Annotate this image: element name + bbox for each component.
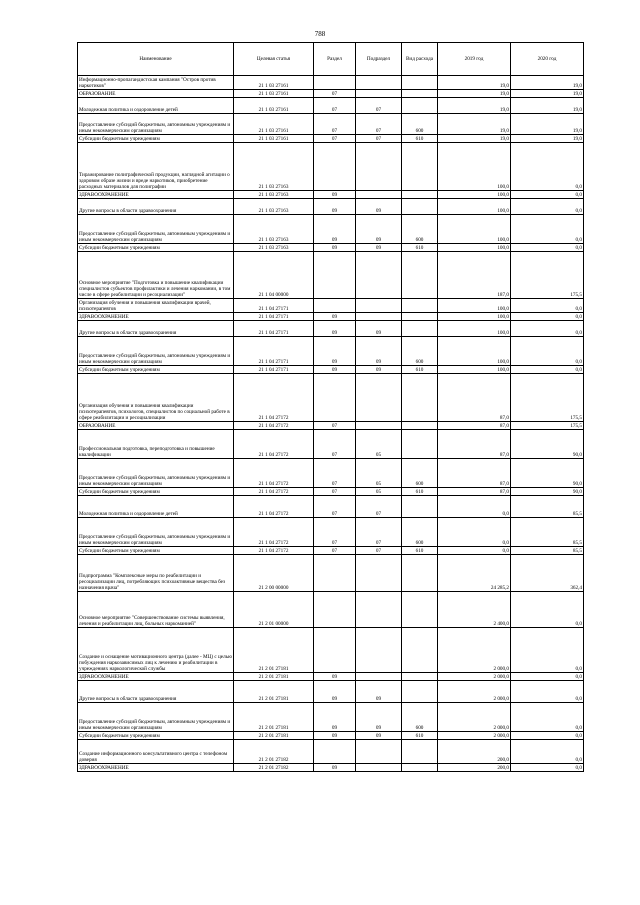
table-row [78, 488, 584, 496]
row-subsection: 09 [356, 337, 402, 366]
row-subsection [356, 299, 402, 313]
row-amount-2020: 19,0 [511, 76, 584, 90]
row-expense-type: 600 [402, 215, 438, 244]
row-amount-2020: 0,0 [511, 628, 584, 673]
row-section [314, 592, 356, 628]
row-subsection: 09 [356, 244, 402, 252]
row-expense-type [402, 422, 438, 430]
row-amount-2019: 19,0 [438, 135, 511, 143]
row-target-article: 21 1 03 27161 [234, 98, 314, 114]
row-name: ОБРАЗОВАНИЕ [78, 422, 234, 430]
row-expense-type: 600 [402, 518, 438, 547]
row-amount-2019: 87,0 [438, 374, 511, 422]
table-row [78, 337, 584, 366]
table-row [78, 764, 584, 772]
row-name: Другие вопросы в области здравоохранения [78, 681, 234, 703]
row-amount-2020: 0,0 [511, 592, 584, 628]
row-amount-2020: 0,0 [511, 703, 584, 732]
row-section: 09 [314, 764, 356, 772]
row-section: 09 [314, 732, 356, 740]
row-section: 07 [314, 98, 356, 114]
row-section: 07 [314, 90, 356, 98]
table-row [78, 90, 584, 98]
row-amount-2019: 187,0 [438, 252, 511, 299]
row-name: Основное мероприятие "Подготовка и повышение квалификации специалистов субъектов профилактики и лечения наркомании, в том числе в сфере реабилитации и ресоциализации" [78, 252, 234, 299]
row-subsection: 07 [356, 114, 402, 135]
row-subsection: 05 [356, 488, 402, 496]
row-amount-2019: 0,0 [438, 496, 511, 518]
row-expense-type [402, 496, 438, 518]
table-row [78, 98, 584, 114]
table-row [78, 592, 584, 628]
row-subsection: 09 [356, 732, 402, 740]
row-expense-type [402, 90, 438, 98]
row-section [314, 143, 356, 191]
row-target-article: 21 2 01 27181 [234, 681, 314, 703]
row-target-article: 21 2 01 27181 [234, 628, 314, 673]
row-amount-2020: 90,0 [511, 488, 584, 496]
row-target-article: 21 1 04 27172 [234, 422, 314, 430]
row-expense-type [402, 681, 438, 703]
row-subsection [356, 252, 402, 299]
row-section: 09 [314, 703, 356, 732]
row-amount-2019: 87,0 [438, 488, 511, 496]
row-subsection: 05 [356, 430, 402, 459]
header-expense-type: Вид расхода [402, 43, 438, 76]
row-name: Субсидии бюджетным учреждениям [78, 488, 234, 496]
row-subsection: 07 [356, 547, 402, 555]
row-target-article: 21 1 04 27172 [234, 488, 314, 496]
row-target-article: 21 1 04 27172 [234, 374, 314, 422]
row-target-article: 21 2 01 27182 [234, 740, 314, 764]
row-amount-2019: 100,0 [438, 199, 511, 215]
row-name: Субсидии бюджетным учреждениям [78, 732, 234, 740]
row-subsection: 09 [356, 215, 402, 244]
row-amount-2019: 100,0 [438, 215, 511, 244]
row-amount-2020: 175,5 [511, 252, 584, 299]
row-subsection: 07 [356, 496, 402, 518]
row-section [314, 374, 356, 422]
row-subsection: 07 [356, 135, 402, 143]
row-name: Субсидии бюджетным учреждениям [78, 547, 234, 555]
row-amount-2019: 2 000,0 [438, 673, 511, 681]
row-subsection: 09 [356, 366, 402, 374]
header-year-2020: 2020 год [511, 43, 584, 76]
row-target-article: 21 1 04 27171 [234, 337, 314, 366]
row-section: 09 [314, 199, 356, 215]
row-target-article: 21 2 01 27181 [234, 732, 314, 740]
row-expense-type: 600 [402, 459, 438, 488]
row-section: 07 [314, 135, 356, 143]
table-row [78, 703, 584, 732]
row-subsection: 07 [356, 518, 402, 547]
row-expense-type: 610 [402, 366, 438, 374]
row-amount-2019: 100,0 [438, 366, 511, 374]
row-subsection [356, 76, 402, 90]
header-year-2019: 2019 год [438, 43, 511, 76]
row-amount-2020: 175,5 [511, 422, 584, 430]
table-row [78, 366, 584, 374]
row-subsection [356, 764, 402, 772]
row-amount-2019: 100,0 [438, 299, 511, 313]
row-target-article: 21 1 04 27172 [234, 496, 314, 518]
row-amount-2020: 0,0 [511, 199, 584, 215]
row-expense-type [402, 673, 438, 681]
row-target-article: 21 1 04 27172 [234, 459, 314, 488]
row-name: Субсидии бюджетным учреждениям [78, 135, 234, 143]
table-row [78, 143, 584, 191]
row-name: ЗДРАВООХРАНЕНИЕ [78, 191, 234, 199]
row-target-article: 21 1 03 27163 [234, 244, 314, 252]
table-row [78, 76, 584, 90]
row-section: 09 [314, 215, 356, 244]
row-amount-2019: 2 400,0 [438, 592, 511, 628]
row-target-article: 21 1 04 27171 [234, 321, 314, 337]
row-section [314, 740, 356, 764]
row-expense-type [402, 740, 438, 764]
row-expense-type: 610 [402, 547, 438, 555]
row-name: Субсидии бюджетным учреждениям [78, 366, 234, 374]
row-section: 09 [314, 681, 356, 703]
table-header-row [78, 43, 584, 76]
row-name: Создание и оснащение мотивационного центра (далее - МЦ) с целью побуждения наркозависимых лиц к лечению и реабилитации в учреждениях наркологической службы [78, 628, 234, 673]
row-target-article: 21 1 04 27171 [234, 313, 314, 321]
row-amount-2019: 2 000,0 [438, 732, 511, 740]
row-amount-2020: 0,0 [511, 244, 584, 252]
row-expense-type: 610 [402, 135, 438, 143]
table-row [78, 496, 584, 518]
row-amount-2020: 0,0 [511, 215, 584, 244]
header-name: Наименование [78, 43, 234, 76]
row-amount-2019: 2 000,0 [438, 628, 511, 673]
header-subsection: Подраздел [356, 43, 402, 76]
row-expense-type: 600 [402, 337, 438, 366]
row-target-article: 21 1 04 27172 [234, 518, 314, 547]
table-row [78, 518, 584, 547]
row-section: 09 [314, 191, 356, 199]
row-amount-2020: 0,0 [511, 740, 584, 764]
row-subsection [356, 374, 402, 422]
row-target-article: 21 1 03 27163 [234, 199, 314, 215]
row-name: ЗДРАВООХРАНЕНИЕ [78, 764, 234, 772]
row-name: Профессиональная подготовка, переподготовка и повышение квалификации [78, 430, 234, 459]
row-expense-type [402, 764, 438, 772]
table-row [78, 215, 584, 244]
row-target-article: 21 1 04 27171 [234, 299, 314, 313]
row-name: Молодежная политика и оздоровление детей [78, 98, 234, 114]
row-name: Предоставление субсидий бюджетным, автономным учреждениям и иным некоммерческим организациям [78, 518, 234, 547]
row-expense-type [402, 628, 438, 673]
row-name: Предоставление субсидий бюджетным, автономным учреждениям и иным некоммерческим организациям [78, 215, 234, 244]
row-amount-2020: 0,0 [511, 313, 584, 321]
table-row [78, 374, 584, 422]
row-subsection [356, 740, 402, 764]
row-section [314, 628, 356, 673]
row-amount-2019: 100,0 [438, 244, 511, 252]
row-expense-type [402, 98, 438, 114]
row-amount-2020: 0,0 [511, 143, 584, 191]
row-subsection [356, 313, 402, 321]
row-expense-type: 600 [402, 703, 438, 732]
row-subsection [356, 90, 402, 98]
row-target-article: 21 1 03 27161 [234, 135, 314, 143]
row-amount-2020: 0,0 [511, 299, 584, 313]
row-amount-2020: 0,0 [511, 764, 584, 772]
row-expense-type [402, 191, 438, 199]
row-amount-2019: 200,0 [438, 740, 511, 764]
table-row [78, 299, 584, 313]
row-section: 09 [314, 673, 356, 681]
row-subsection [356, 143, 402, 191]
row-target-article: 21 1 04 27172 [234, 430, 314, 459]
table-row [78, 114, 584, 135]
row-amount-2019: 87,0 [438, 422, 511, 430]
row-target-article: 21 1 03 27161 [234, 90, 314, 98]
row-target-article: 21 1 03 27163 [234, 215, 314, 244]
row-target-article: 21 2 00 00000 [234, 555, 314, 592]
row-subsection: 05 [356, 459, 402, 488]
row-expense-type: 610 [402, 244, 438, 252]
table-row [78, 459, 584, 488]
row-section: 07 [314, 518, 356, 547]
row-amount-2019: 2 000,0 [438, 681, 511, 703]
row-section [314, 252, 356, 299]
row-name: Основное мероприятие "Совершенствование системы выявления, лечения и реабилитации лиц, больных наркоманией" [78, 592, 234, 628]
row-amount-2020: 19,0 [511, 90, 584, 98]
row-expense-type [402, 252, 438, 299]
row-amount-2019: 100,0 [438, 143, 511, 191]
row-amount-2020: 0,0 [511, 673, 584, 681]
row-name: Субсидии бюджетным учреждениям [78, 244, 234, 252]
table-row [78, 673, 584, 681]
row-amount-2020: 0,0 [511, 321, 584, 337]
row-section [314, 555, 356, 592]
table-row [78, 313, 584, 321]
row-name: Другие вопросы в области здравоохранения [78, 321, 234, 337]
row-amount-2019: 19,0 [438, 98, 511, 114]
row-subsection: 09 [356, 703, 402, 732]
row-amount-2020: 85,5 [511, 496, 584, 518]
row-amount-2019: 200,0 [438, 764, 511, 772]
row-expense-type [402, 299, 438, 313]
row-target-article: 21 1 03 27163 [234, 143, 314, 191]
table-row [78, 732, 584, 740]
row-section: 07 [314, 488, 356, 496]
row-amount-2019: 87,0 [438, 430, 511, 459]
row-target-article: 21 1 03 27163 [234, 191, 314, 199]
row-name: Организация обучения и повышения квалификации психотерапевтов, психологов, специалистов по социальной работе в сфере реабилитации и ресоциализации [78, 374, 234, 422]
row-name: Предоставление субсидий бюджетным, автономным учреждениям и иным некоммерческим организациям [78, 459, 234, 488]
row-target-article: 21 1 03 27161 [234, 76, 314, 90]
row-name: Информационно-пропагандистская кампания "Остров против наркотиков" [78, 76, 234, 90]
row-section: 09 [314, 321, 356, 337]
row-name: Подпрограмма "Комплексные меры по реабилитации и ресоциализации лиц, потребляющих психоактивные вещества без назначения врача" [78, 555, 234, 592]
table-row [78, 244, 584, 252]
row-expense-type: 610 [402, 732, 438, 740]
row-amount-2019: 0,0 [438, 518, 511, 547]
row-amount-2019: 0,0 [438, 547, 511, 555]
table-row [78, 252, 584, 299]
row-target-article: 21 1 04 00000 [234, 252, 314, 299]
row-name: Предоставление субсидий бюджетным, автономным учреждениям и иным некоммерческим организациям [78, 337, 234, 366]
row-amount-2020: 19,0 [511, 98, 584, 114]
row-expense-type [402, 430, 438, 459]
header-target-article: Целевая статья [234, 43, 314, 76]
row-amount-2019: 100,0 [438, 191, 511, 199]
row-name: Другие вопросы в области здравоохранения [78, 199, 234, 215]
row-expense-type [402, 374, 438, 422]
row-amount-2019: 19,0 [438, 114, 511, 135]
row-section: 07 [314, 114, 356, 135]
row-amount-2020: 0,0 [511, 732, 584, 740]
row-amount-2020: 19,0 [511, 114, 584, 135]
row-subsection [356, 191, 402, 199]
row-expense-type [402, 199, 438, 215]
row-section: 09 [314, 337, 356, 366]
row-expense-type [402, 321, 438, 337]
row-expense-type [402, 592, 438, 628]
table-row [78, 681, 584, 703]
row-name: ОБРАЗОВАНИЕ [78, 90, 234, 98]
row-amount-2019: 100,0 [438, 337, 511, 366]
row-amount-2019: 100,0 [438, 313, 511, 321]
row-amount-2020: 175,5 [511, 374, 584, 422]
row-section: 09 [314, 313, 356, 321]
row-target-article: 21 2 01 27181 [234, 703, 314, 732]
table-row [78, 321, 584, 337]
row-amount-2020: 0,0 [511, 337, 584, 366]
row-target-article: 21 2 01 27181 [234, 673, 314, 681]
row-section [314, 299, 356, 313]
row-name: Организация обучения и повышения квалификации врачей, психотерапевтов [78, 299, 234, 313]
row-subsection: 09 [356, 199, 402, 215]
row-name: ЗДРАВООХРАНЕНИЕ [78, 313, 234, 321]
row-subsection: 07 [356, 98, 402, 114]
row-amount-2020: 85,5 [511, 518, 584, 547]
row-name: Предоставление субсидий бюджетным, автономным учреждениям и иным некоммерческим организациям [78, 703, 234, 732]
header-section: Раздел [314, 43, 356, 76]
row-amount-2019: 24 285,2 [438, 555, 511, 592]
row-amount-2019: 87,0 [438, 459, 511, 488]
row-expense-type [402, 76, 438, 90]
table-row [78, 740, 584, 764]
row-subsection [356, 422, 402, 430]
row-section [314, 76, 356, 90]
row-expense-type: 610 [402, 488, 438, 496]
row-amount-2020: 90,0 [511, 459, 584, 488]
row-target-article: 21 2 01 27182 [234, 764, 314, 772]
row-amount-2020: 19,0 [511, 135, 584, 143]
table-row [78, 191, 584, 199]
row-expense-type [402, 555, 438, 592]
row-name: ЗДРАВООХРАНЕНИЕ [78, 673, 234, 681]
row-amount-2020: 0,0 [511, 191, 584, 199]
row-subsection: 09 [356, 681, 402, 703]
row-amount-2020: 0,0 [511, 681, 584, 703]
row-amount-2020: 85,5 [511, 547, 584, 555]
row-section: 07 [314, 422, 356, 430]
table-row [78, 430, 584, 459]
row-section: 09 [314, 244, 356, 252]
row-amount-2020: 362,4 [511, 555, 584, 592]
row-section: 07 [314, 459, 356, 488]
row-target-article: 21 1 03 27161 [234, 114, 314, 135]
table-row [78, 199, 584, 215]
page-number: 788 [314, 30, 326, 38]
row-amount-2019: 19,0 [438, 76, 511, 90]
row-target-article: 21 1 04 27172 [234, 547, 314, 555]
row-subsection [356, 555, 402, 592]
row-amount-2019: 19,0 [438, 90, 511, 98]
row-target-article: 21 1 04 27171 [234, 366, 314, 374]
table-row [78, 547, 584, 555]
row-section: 07 [314, 496, 356, 518]
row-amount-2020: 0,0 [511, 366, 584, 374]
table-row [78, 628, 584, 673]
table-row [78, 422, 584, 430]
row-target-article: 21 2 01 00000 [234, 592, 314, 628]
row-subsection [356, 628, 402, 673]
row-amount-2019: 2 000,0 [438, 703, 511, 732]
row-section: 07 [314, 430, 356, 459]
row-name: Создание информационного консультативного центра с телефоном доверия [78, 740, 234, 764]
row-section: 07 [314, 547, 356, 555]
row-subsection [356, 673, 402, 681]
row-amount-2019: 100,0 [438, 321, 511, 337]
row-expense-type [402, 313, 438, 321]
row-name: Молодежная политика и оздоровление детей [78, 496, 234, 518]
row-expense-type [402, 143, 438, 191]
row-section: 09 [314, 366, 356, 374]
budget-table [77, 42, 584, 772]
row-name: Предоставление субсидий бюджетным, автономным учреждениям и иным некоммерческим организациям [78, 114, 234, 135]
row-subsection: 09 [356, 321, 402, 337]
table-row [78, 135, 584, 143]
row-amount-2020: 90,0 [511, 430, 584, 459]
row-name: Тиражирование полиграфической продукции, наглядной агитации о здоровом образе жизни и вреде наркотиков, приобретение расходных материалов для полиграфии [78, 143, 234, 191]
table-row [78, 555, 584, 592]
row-subsection [356, 592, 402, 628]
row-expense-type: 600 [402, 114, 438, 135]
